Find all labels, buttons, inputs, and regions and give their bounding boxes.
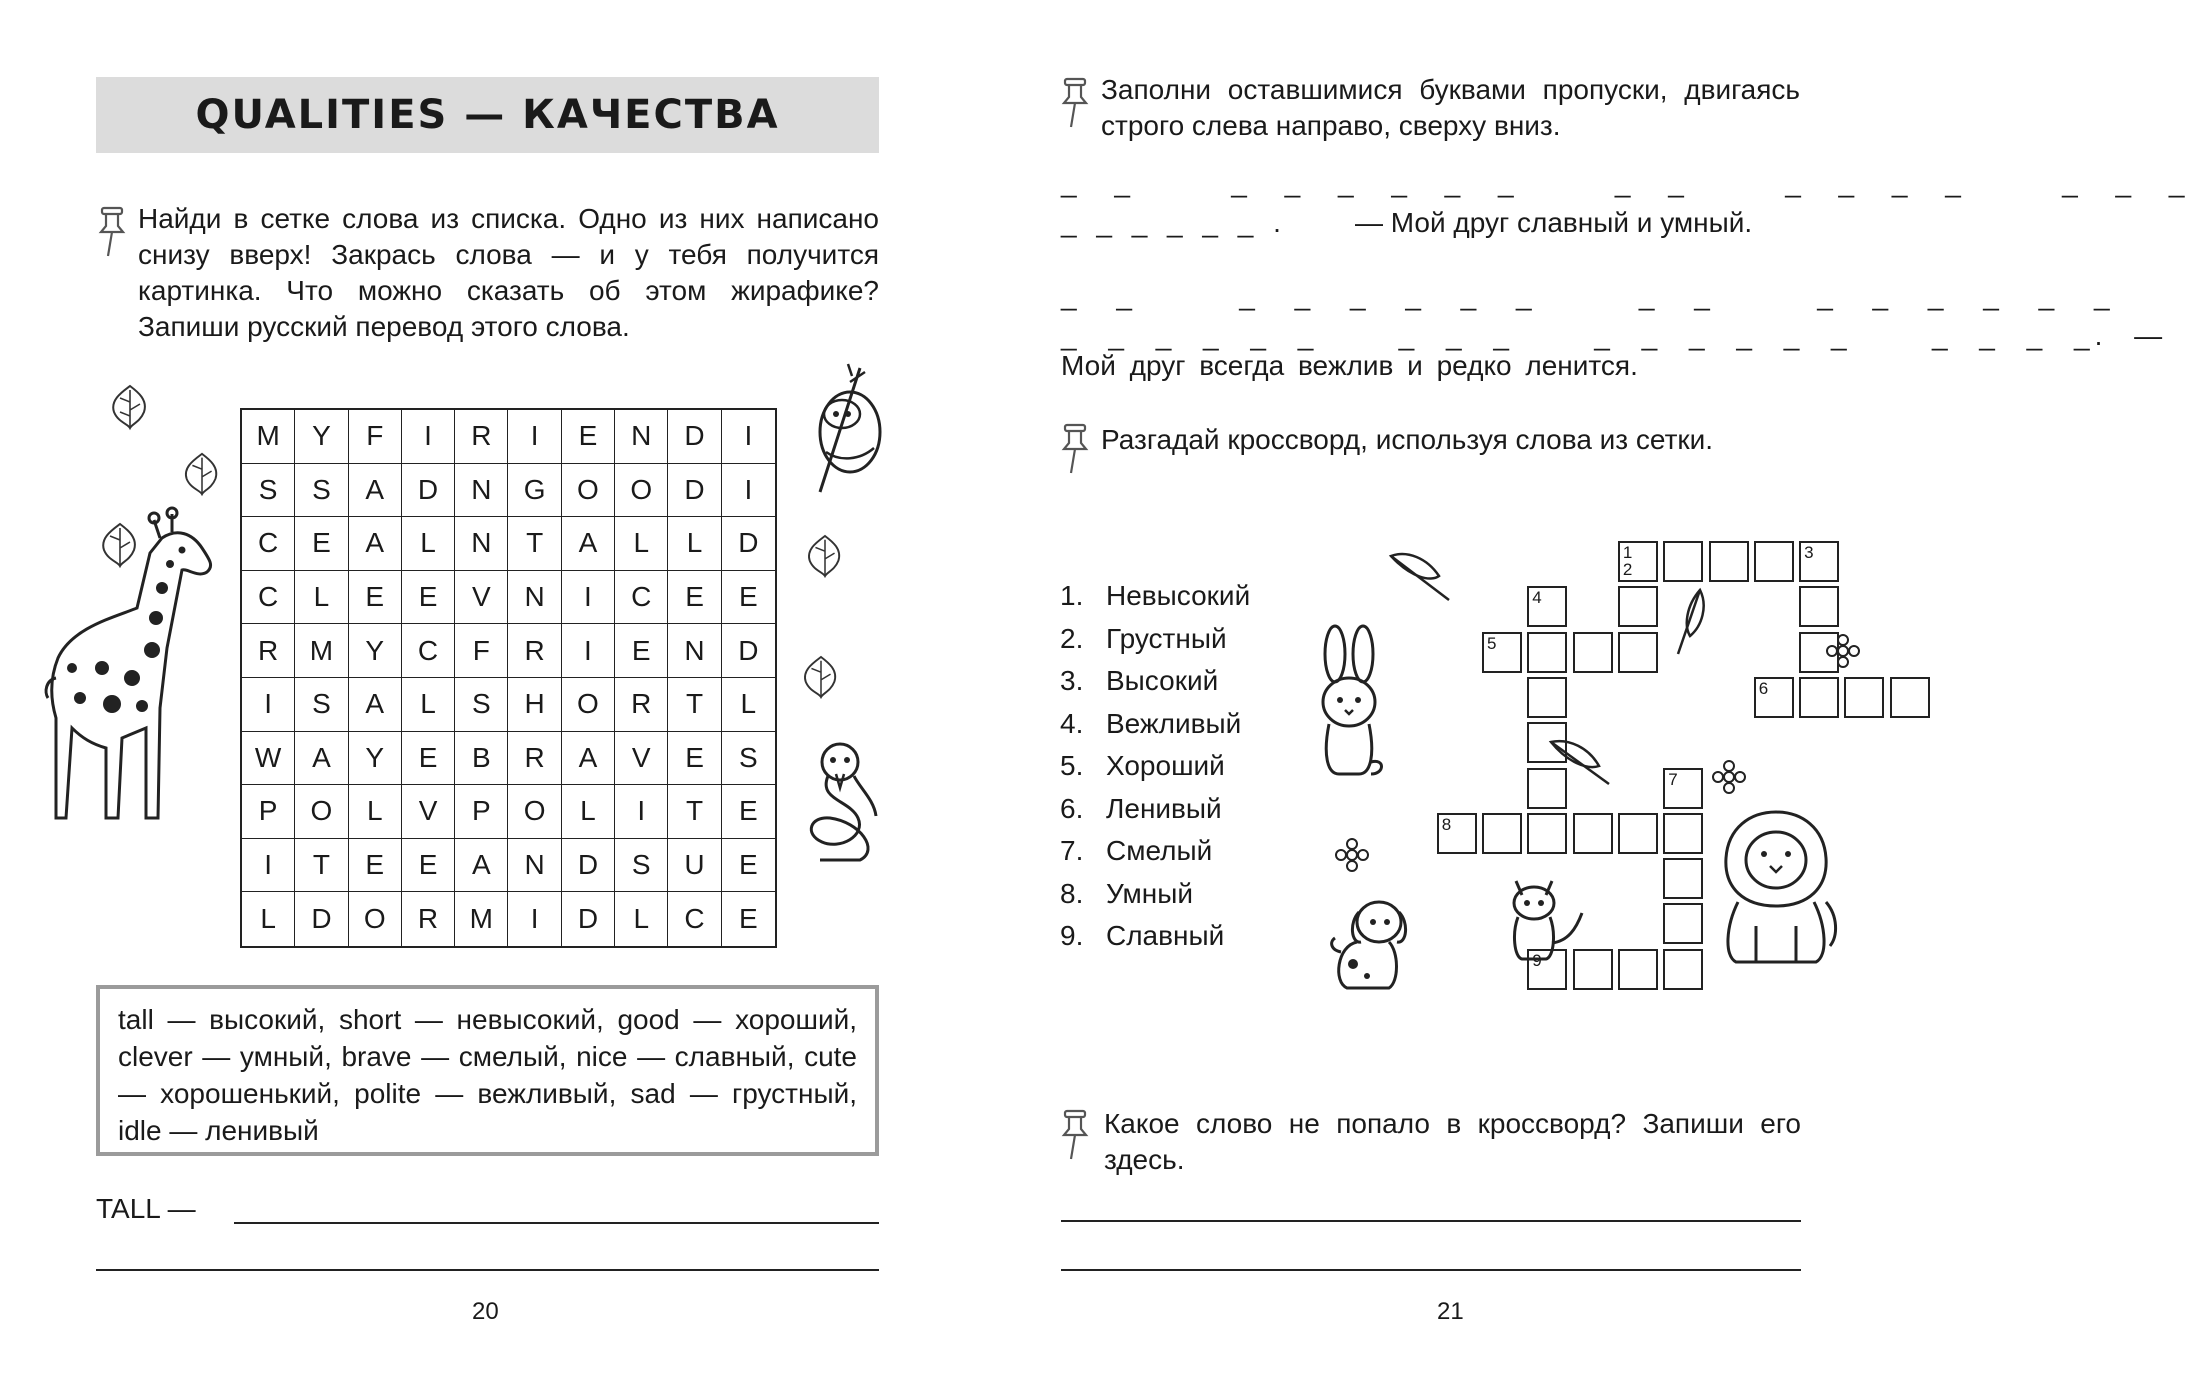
crossword-number: 1 <box>1622 543 1633 562</box>
leaf-icon <box>800 653 842 701</box>
grid-cell[interactable]: I <box>508 892 561 946</box>
task1-instructions: Найди в сетке слова из списка. Одно из них написано снизу вверх! Закрась слова — и у тебя получится картинка. Что можно сказать об этом жирафике? Запиши русский перевод этого слова. <box>138 203 887 342</box>
answer-line-3[interactable] <box>1061 1220 1801 1222</box>
crossword-cell[interactable] <box>1799 677 1839 718</box>
leaf-icon <box>108 382 152 432</box>
sloth-illustration <box>790 362 890 497</box>
crossword-cell[interactable] <box>1437 813 1477 854</box>
crossword-cell[interactable] <box>1754 677 1794 718</box>
grid-cell[interactable]: T <box>668 785 721 839</box>
grid-cell[interactable]: E <box>562 410 615 464</box>
crossword-number: 3 <box>1804 543 1814 562</box>
clue-text: Высокий <box>1106 665 1219 696</box>
clue-item <box>1060 745 1250 788</box>
grid-cell[interactable]: L <box>615 517 668 571</box>
pushpin-icon <box>1061 1109 1091 1161</box>
grid-cell[interactable]: O <box>562 678 615 732</box>
clue-number: 4. <box>1060 707 1084 739</box>
grid-cell[interactable]: Y <box>349 732 402 786</box>
grid-cell[interactable]: R <box>615 678 668 732</box>
grid-cell[interactable]: C <box>668 892 721 946</box>
clue-text: Смелый <box>1106 835 1213 866</box>
crossword-number: 2 <box>1622 560 1633 579</box>
grid-cell[interactable]: N <box>508 839 561 893</box>
clue-text: Хороший <box>1106 750 1225 781</box>
grid-cell[interactable]: D <box>722 624 775 678</box>
grid-cell[interactable]: A <box>562 517 615 571</box>
pushpin-icon <box>1061 423 1091 475</box>
grid-cell[interactable]: D <box>295 892 348 946</box>
clue-item <box>1060 788 1250 831</box>
crossword-cell[interactable] <box>1663 903 1703 944</box>
grid-cell[interactable]: L <box>402 678 455 732</box>
grid-cell[interactable]: W <box>242 732 295 786</box>
clue-text: Ленивый <box>1106 792 1222 824</box>
grid-cell[interactable]: R <box>402 892 455 946</box>
grid-cell[interactable]: I <box>402 410 455 464</box>
grid-cell[interactable]: E <box>402 732 455 786</box>
fill-blank-2-translation: Мой друг всегда вежлив и редко ленится. <box>1061 350 1638 381</box>
grid-cell[interactable]: M <box>242 410 295 464</box>
grid-cell[interactable]: I <box>722 464 775 518</box>
grid-cell[interactable]: I <box>242 839 295 893</box>
task3-instructions: Разгадай кроссворд, используя слова из сетки. <box>1101 424 1714 455</box>
grid-cell[interactable]: M <box>455 892 508 946</box>
clue-text: Вежливый <box>1106 707 1242 739</box>
grid-cell[interactable]: F <box>349 410 402 464</box>
crossword-cell[interactable] <box>1754 541 1794 582</box>
grid-cell[interactable]: T <box>668 678 721 732</box>
clue-number: 7. <box>1060 835 1084 866</box>
grid-cell[interactable]: E <box>668 732 721 786</box>
grid-cell[interactable]: G <box>508 464 561 518</box>
grid-cell[interactable]: L <box>722 678 775 732</box>
clue-number: 8. <box>1060 877 1084 909</box>
fill-blank-2-line-2[interactable]: _ _ _ _ _ _ _ _ _ _ _ _ _ _ _ _ _ _ _. — <box>1061 320 2168 351</box>
fill-blank-1-line-1[interactable]: _ _ _ _ _ _ _ _ _ _ _ _ _ _ _ _ _ <box>1061 167 2190 198</box>
crossword-cell[interactable] <box>1618 541 1658 582</box>
grid-cell[interactable]: T <box>295 839 348 893</box>
grid-cell[interactable]: I <box>615 785 668 839</box>
grid-cell[interactable]: E <box>615 624 668 678</box>
grid-cell[interactable]: T <box>508 517 561 571</box>
fill-blank-1-line-2[interactable]: _ _ _ _ _ _ . <box>1061 207 1287 238</box>
answer-line-4[interactable] <box>1061 1269 1801 1271</box>
grid-cell[interactable]: E <box>402 839 455 893</box>
grid-cell[interactable]: S <box>295 464 348 518</box>
grid-cell[interactable]: R <box>242 624 295 678</box>
grid-cell[interactable]: A <box>295 732 348 786</box>
grid-cell[interactable]: V <box>455 571 508 625</box>
crossword-number: 5 <box>1487 633 1497 653</box>
grid-cell[interactable]: E <box>722 839 775 893</box>
crossword-cell[interactable] <box>1890 677 1930 718</box>
grid-cell[interactable]: E <box>295 517 348 571</box>
grid-cell[interactable]: A <box>562 732 615 786</box>
page-number: 21 <box>1437 1298 1464 1325</box>
clue-item <box>1060 873 1250 916</box>
grid-cell[interactable]: N <box>455 517 508 571</box>
clue-number: 3. <box>1060 665 1084 696</box>
grid-cell[interactable]: S <box>242 464 295 518</box>
grid-cell[interactable]: O <box>508 785 561 839</box>
grid-cell[interactable]: O <box>562 464 615 518</box>
crossword-cell[interactable] <box>1663 768 1703 809</box>
grid-cell[interactable]: I <box>508 410 561 464</box>
clue-text: Невысокий <box>1106 580 1251 611</box>
grid-cell[interactable]: V <box>402 785 455 839</box>
grid-cell[interactable]: L <box>402 517 455 571</box>
grid-cell[interactable]: L <box>349 785 402 839</box>
crossword-cell[interactable] <box>1663 858 1703 899</box>
right-page <box>957 0 2190 1388</box>
crossword-number: 8 <box>1441 814 1452 834</box>
grid-cell[interactable]: R <box>508 624 561 678</box>
feather-icon <box>1387 548 1453 604</box>
clue-number: 2. <box>1060 622 1084 654</box>
dog-illustration <box>1327 892 1413 992</box>
vocabulary-box <box>96 985 879 1156</box>
grid-cell[interactable]: O <box>349 892 402 946</box>
crossword-cell[interactable] <box>1663 541 1703 582</box>
grid-cell[interactable]: C <box>242 517 295 571</box>
crossword-number: 4 <box>1532 588 1542 608</box>
grid-cell[interactable]: N <box>508 571 561 625</box>
grid-cell[interactable]: I <box>242 678 295 732</box>
grid-cell[interactable]: L <box>562 785 615 839</box>
grid-cell[interactable]: I <box>562 571 615 625</box>
lion-illustration <box>1712 806 1840 968</box>
crossword-cell[interactable] <box>1663 949 1703 990</box>
answer-line-1[interactable] <box>234 1222 879 1224</box>
grid-cell[interactable]: A <box>349 517 402 571</box>
crossword-cell[interactable] <box>1573 632 1613 673</box>
grid-cell[interactable]: D <box>668 464 721 518</box>
crossword-cell[interactable] <box>1618 632 1658 673</box>
grid-cell[interactable]: C <box>242 571 295 625</box>
grid-cell[interactable]: S <box>722 732 775 786</box>
clue-number: 5. <box>1060 750 1084 781</box>
grid-cell[interactable]: Y <box>295 410 348 464</box>
grid-cell[interactable]: O <box>295 785 348 839</box>
pushpin-icon <box>98 206 128 258</box>
clue-text: Славный <box>1106 920 1225 951</box>
pushpin-icon <box>1061 77 1091 129</box>
page-number: 20 <box>472 1298 499 1325</box>
crossword-cell[interactable] <box>1618 949 1658 990</box>
flower-icon <box>1712 760 1746 794</box>
grid-cell[interactable]: C <box>615 571 668 625</box>
flower-icon <box>1826 634 1860 668</box>
grid-cell[interactable]: P <box>455 785 508 839</box>
grid-cell[interactable]: E <box>349 839 402 893</box>
crossword-cell[interactable] <box>1527 632 1567 673</box>
clue-item <box>1060 703 1250 746</box>
snake-illustration <box>800 740 890 865</box>
word-search-grid <box>240 408 777 948</box>
grid-cell[interactable]: S <box>455 678 508 732</box>
grid-cell[interactable]: D <box>562 892 615 946</box>
clue-item <box>1060 830 1250 873</box>
grid-cell[interactable]: L <box>668 517 721 571</box>
grid-cell[interactable]: E <box>722 571 775 625</box>
grid-cell[interactable]: M <box>295 624 348 678</box>
grid-cell[interactable]: B <box>455 732 508 786</box>
grid-cell[interactable]: E <box>349 571 402 625</box>
flower-icon <box>1335 838 1369 872</box>
grid-cell[interactable]: D <box>668 410 721 464</box>
clue-number: 9. <box>1060 920 1084 951</box>
grid-cell[interactable]: S <box>615 839 668 893</box>
grid-cell[interactable]: U <box>668 839 721 893</box>
crossword-cell[interactable] <box>1527 586 1567 627</box>
crossword-cell[interactable] <box>1618 586 1658 627</box>
clue-item <box>1060 575 1250 618</box>
grid-cell[interactable]: I <box>722 410 775 464</box>
grid-cell[interactable]: D <box>722 517 775 571</box>
left-page <box>0 0 957 1388</box>
grid-cell[interactable]: A <box>349 678 402 732</box>
grid-cell[interactable]: P <box>242 785 295 839</box>
grid-cell[interactable]: C <box>402 624 455 678</box>
grid-cell[interactable]: L <box>242 892 295 946</box>
grid-cell[interactable]: E <box>668 571 721 625</box>
crossword-cell[interactable] <box>1527 677 1567 718</box>
crossword-cell[interactable] <box>1527 813 1567 854</box>
crossword-cell[interactable] <box>1799 541 1839 582</box>
clue-item <box>1060 915 1250 958</box>
grid-cell[interactable]: D <box>402 464 455 518</box>
grid-cell[interactable]: L <box>295 571 348 625</box>
crossword-cell[interactable] <box>1799 586 1839 627</box>
crossword-number: 6 <box>1758 678 1769 698</box>
grid-cell[interactable]: F <box>455 624 508 678</box>
feather-icon <box>1670 586 1710 656</box>
grid-cell[interactable]: E <box>738 903 758 935</box>
leaf-icon <box>180 450 224 498</box>
clue-text: Грустный <box>1106 622 1227 654</box>
page-title: QUALITIES — КАЧЕСТВА <box>195 92 780 138</box>
cat-illustration <box>1502 873 1586 963</box>
grid-cell[interactable]: H <box>508 678 561 732</box>
vocabulary-text: tall — высокий, short — невысокий, good — хороший, clever — умный, brave — смелый, nice — славный, cute — хорошенький, polite — вежливый, sad — грустный, idle — ленивый <box>118 1004 857 1146</box>
clue-item <box>1060 618 1250 661</box>
crossword-cell[interactable] <box>1482 813 1522 854</box>
giraffe-illustration <box>42 508 222 823</box>
crossword-cell[interactable] <box>1618 813 1658 854</box>
fill-blank-2-line-1[interactable]: _ _ _ _ _ _ _ _ _ _ _ _ _ _ _ _ <box>1061 280 2116 311</box>
grid-cell[interactable]: V <box>615 732 668 786</box>
feather-icon <box>1547 736 1613 788</box>
answer-line-2[interactable] <box>96 1269 879 1271</box>
clue-number: 6. <box>1060 792 1084 824</box>
title-bar <box>96 77 879 153</box>
grid-cell[interactable]: E <box>402 571 455 625</box>
grid-cell[interactable]: D <box>562 839 615 893</box>
grid-cell[interactable]: A <box>349 464 402 518</box>
crossword-number: 9 <box>1532 950 1542 970</box>
answer-label: TALL — <box>96 1193 196 1224</box>
clue-number: 1. <box>1060 580 1084 611</box>
clue-text: Умный <box>1106 877 1194 909</box>
crossword-cell[interactable] <box>1663 813 1703 854</box>
grid-cell[interactable]: O <box>615 464 668 518</box>
grid-cell[interactable]: R <box>455 410 508 464</box>
crossword-number: 7 <box>1668 769 1678 789</box>
grid-cell[interactable]: A <box>455 839 508 893</box>
task4-instructions: Какое слово не попало в кроссворд? Запиши его здесь. <box>1104 1108 1809 1175</box>
leaf-icon <box>804 532 846 580</box>
grid-cell[interactable]: N <box>615 410 668 464</box>
fill-blank-1-translation: — Мой друг славный и умный. <box>1355 207 1753 238</box>
clue-item <box>1060 660 1250 703</box>
grid-cell[interactable]: S <box>295 678 348 732</box>
grid-cell[interactable]: N <box>668 624 721 678</box>
grid-cell[interactable]: Y <box>349 624 402 678</box>
grid-cell[interactable]: E <box>722 785 775 839</box>
crossword-cell[interactable] <box>1709 541 1749 582</box>
rabbit-illustration <box>1309 624 1389 778</box>
grid-cell[interactable]: L <box>615 892 668 946</box>
grid-cell[interactable]: N <box>455 464 508 518</box>
task2-instructions: Заполни оставшимися буквами пропуски, двигаясь строго слева направо, сверху вниз. <box>1101 74 1808 141</box>
crossword-clues <box>1060 575 1250 958</box>
crossword-cell[interactable] <box>1573 813 1613 854</box>
grid-cell[interactable]: R <box>508 732 561 786</box>
grid-cell[interactable]: I <box>562 624 615 678</box>
crossword-cell[interactable] <box>1482 632 1522 673</box>
crossword-cell[interactable] <box>1844 677 1884 718</box>
